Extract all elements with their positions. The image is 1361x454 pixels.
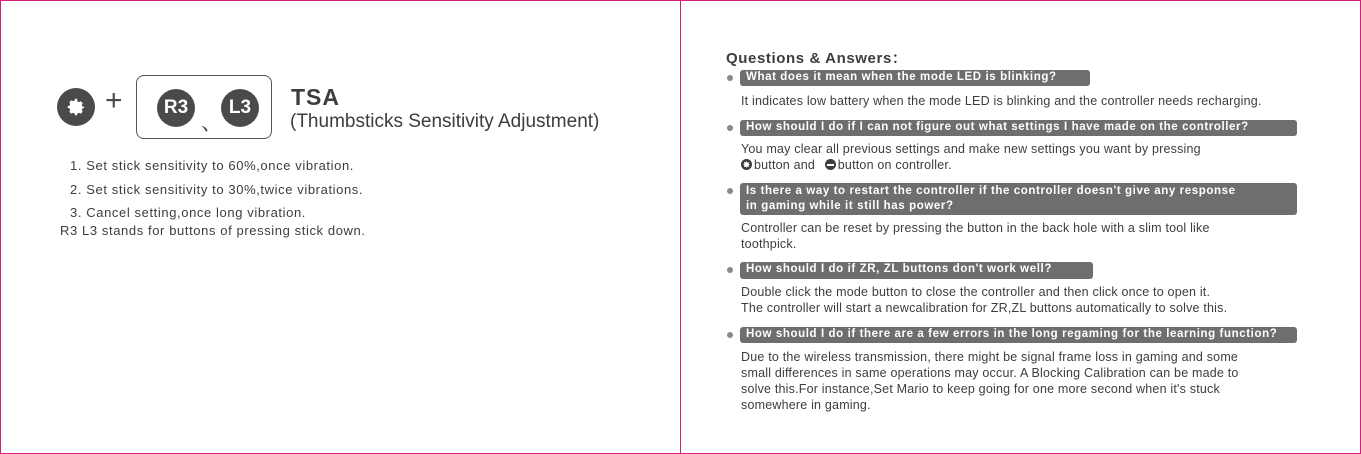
plus-sign: +: [105, 84, 123, 117]
minus-button-icon: [825, 159, 836, 170]
answer-fragment: button on controller.: [837, 158, 952, 172]
r3-button-icon: R3: [157, 89, 195, 127]
answer-text: [741, 284, 1227, 316]
question-label: What does it mean when the mode LED is blinking?: [740, 70, 1090, 86]
answer-line: Double click the mode button to close the controller and then click once to open it.: [741, 285, 1211, 299]
tsa-steps: [70, 154, 363, 225]
bullet-dot: [727, 267, 733, 273]
bullet-dot: [727, 75, 733, 81]
tsa-step: 2. Set stick sensitivity to 30%,twice vibrations.: [70, 181, 364, 197]
question-label: [740, 183, 1297, 215]
answer-line: Due to the wireless transmission, there might be signal frame loss in gaming and some: [741, 350, 1239, 364]
combo-separator: 、: [201, 110, 224, 135]
question-label: How should I do if ZR, ZL buttons don't work well?: [740, 262, 1093, 279]
answer-text: [741, 141, 1201, 173]
tsa-title: TSA: [291, 84, 340, 110]
answer-text: [741, 349, 1239, 413]
qa-title: Questions & Answers：: [726, 50, 908, 67]
home-settings-icon: [741, 159, 752, 170]
tsa-step: 3. Cancel setting,once long vibration.: [70, 205, 306, 220]
answer-text: [741, 220, 1210, 252]
answer-line: toothpick.: [741, 237, 797, 251]
answer-line: Controller can be reset by pressing the button in the back hole with a slim tool like: [741, 221, 1210, 235]
question-label: How should I do if there are a few errors in the long regaming for the learning function?: [740, 327, 1297, 343]
tsa-note: R3 L3 stands for buttons of pressing stick down.: [60, 223, 366, 238]
tsa-step: 1. Set stick sensitivity to 60%,once vibration.: [70, 158, 354, 173]
tsa-subtitle: (Thumbsticks Sensitivity Adjustment): [290, 111, 600, 132]
bullet-dot: [727, 188, 733, 194]
answer-line: small differences in same operations may occur. A Blocking Calibration can be made to: [741, 366, 1239, 380]
answer-line: It indicates low battery when the mode LED is blinking and the controller needs recharging.: [741, 94, 1262, 108]
l3-button-icon: L3: [221, 89, 259, 127]
answer-line: solve this.For instance,Set Mario to keep going for one more second when it's stuck: [741, 382, 1220, 396]
answer-line: [741, 157, 1201, 173]
question-line: Is there a way to restart the controller if the controller doesn't give any response: [746, 185, 1236, 197]
stick-button-combo: [136, 75, 272, 139]
question-label: How should I do if I can not figure out what settings I have made on the controller?: [740, 120, 1297, 136]
answer-fragment: button and: [754, 158, 819, 172]
bullet-dot: [727, 125, 733, 131]
answer-text: [741, 93, 1262, 109]
answer-line: You may clear all previous settings and make new settings you want by pressing: [741, 142, 1201, 156]
answer-line: somewhere in gaming.: [741, 398, 871, 412]
answer-line: The controller will start a newcalibration for ZR,ZL buttons automatically to solve this.: [741, 301, 1228, 315]
question-line: in gaming while it still has power?: [746, 199, 954, 212]
page-divider: [680, 0, 681, 454]
gear-icon: [57, 88, 95, 126]
bullet-dot: [727, 332, 733, 338]
